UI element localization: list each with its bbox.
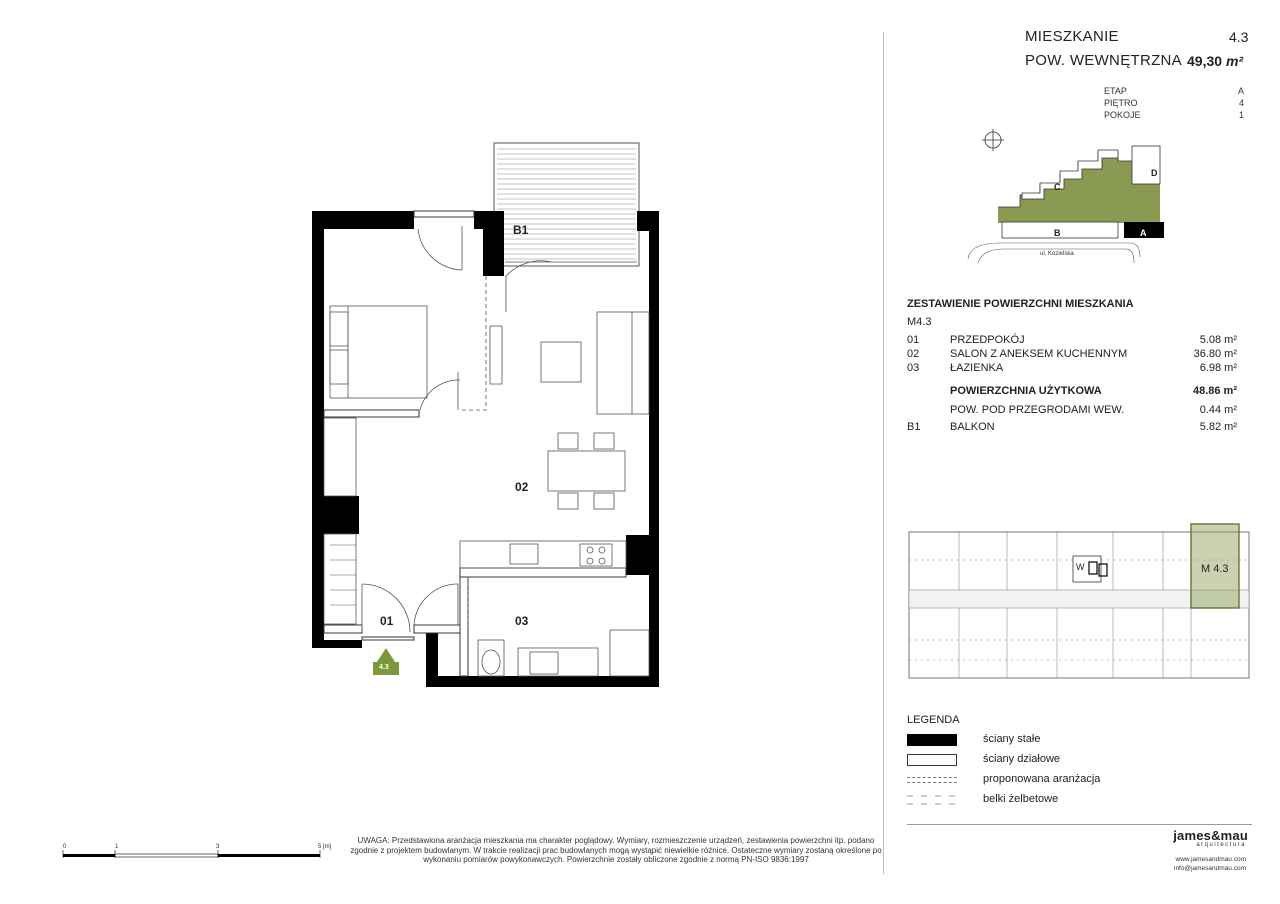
meta-pokoje-value: 1 <box>1238 110 1244 120</box>
legend-swatch-outline <box>907 754 957 766</box>
flat-number: 4.3 <box>1229 29 1249 45</box>
street-label: ul. Kozielska <box>1040 251 1074 257</box>
room-code: 02 <box>907 348 920 360</box>
summary-partitions <box>907 404 1237 418</box>
furniture <box>324 226 649 676</box>
legend-item-solid <box>907 732 1167 748</box>
room-code: 01 <box>907 334 920 346</box>
room-03-label: 03 <box>515 614 529 628</box>
usable-name: POWIERZCHNIA UŻYTKOWA <box>950 385 1102 397</box>
brand-web: www.jamesandmau.com <box>1175 856 1246 863</box>
key-floor-plan <box>907 520 1253 682</box>
site-plan <box>960 125 1180 270</box>
legend-label: belki żelbetowe <box>983 793 1059 805</box>
room-02-label: 02 <box>515 480 529 494</box>
flat-type-label: MIESZKANIE <box>1025 28 1119 45</box>
summary-title: ZESTAWIENIE POWIERZCHNI MIESZKANIA <box>907 298 1134 310</box>
room-area: 6.98 m² <box>1199 362 1237 374</box>
legend-label: proponowana aranżacja <box>983 773 1101 785</box>
compass-icon <box>982 129 1004 151</box>
key-plan-stair-label: W <box>1076 562 1085 572</box>
balcony-area: 5.82 m² <box>1199 421 1237 433</box>
scale-tick-3: 3 <box>216 844 220 850</box>
meta-etap-value: A <box>1237 86 1244 96</box>
area-label: POW. WEWNĘTRZNA <box>1025 52 1182 69</box>
legend-item-dashed <box>907 772 1167 788</box>
footer-separator <box>907 824 1252 825</box>
balcony-label: B1 <box>513 223 529 237</box>
site-building-d: D <box>1151 168 1158 178</box>
brand-sub: arquitectura <box>1196 842 1246 848</box>
room-name: SALON Z ANEKSEM KUCHENNYM <box>950 348 1128 360</box>
balcony-name: BALKON <box>950 421 995 433</box>
divider <box>883 32 884 874</box>
legend-item-outline <box>907 752 1167 768</box>
room-code: 03 <box>907 362 920 374</box>
brand-logo: james&mau <box>1173 828 1248 843</box>
scale-tick-5: 5 [m] <box>318 844 332 850</box>
summary-row-01 <box>907 334 1237 348</box>
room-area: 36.80 m² <box>1193 348 1237 360</box>
summary-row-02 <box>907 348 1237 362</box>
entrance-label: 4.3 <box>379 664 389 671</box>
legend-item-beams <box>907 792 1167 808</box>
legend-swatch-dashed <box>907 777 957 783</box>
summary-balcony <box>907 421 1237 435</box>
site-building-a: A <box>1140 228 1147 238</box>
site-building-c: C <box>1054 182 1061 192</box>
flat-code: M4.3 <box>907 316 932 328</box>
site-building-b: B <box>1054 228 1061 238</box>
disclaimer-note: UWAGA: Przedstawiona aranżacja mieszkania ma charakter poglądowy. Wymiary, rozmieszczenie urządzeń, zestawienia powierzchni itp. podano zgodnie z projektem budowlanym. W trakcie realizacji prac budowlanych mogą wystąpić niewielkie różnice. Ostateczne wymiary zostaną określone po wykonaniu pomiarów powykonawczych. Powierzchnie zostały obliczone zgodnie z normą PN-ISO 9836:1997 <box>350 836 882 865</box>
key-plan-flat-label: M 4.3 <box>1201 563 1229 575</box>
summary-flat-code <box>907 316 1237 330</box>
summary-usable <box>907 385 1237 399</box>
legend-swatch-beams <box>907 794 957 806</box>
partition-walls <box>324 211 626 676</box>
balcony-code: B1 <box>907 421 921 433</box>
legend-label: ściany stałe <box>983 733 1041 745</box>
meta-pokoje-label: POKOJE <box>1104 110 1141 120</box>
partitions-name: POW. POD PRZEGRODAMI WEW. <box>950 404 1125 416</box>
room-01-label: 01 <box>380 614 394 628</box>
usable-area: 48.86 m² <box>1192 385 1237 397</box>
legend-swatch-solid <box>907 734 957 746</box>
room-name: PRZEDPOKÓJ <box>950 334 1025 346</box>
area-unit: m² <box>1225 53 1244 69</box>
area-number: 49,30 <box>1187 53 1223 69</box>
meta-pietro-value: 4 <box>1238 98 1244 108</box>
room-name: ŁAZIENKA <box>950 362 1004 374</box>
scale-bar <box>63 850 320 858</box>
legend-label: ściany działowe <box>983 753 1061 765</box>
room-area: 5.08 m² <box>1199 334 1237 346</box>
scale-tick-1: 1 <box>115 844 119 850</box>
scale-tick-0: 0 <box>63 844 67 850</box>
legend-title: LEGENDA <box>907 714 960 726</box>
summary-row-03 <box>907 362 1237 376</box>
partitions-area: 0.44 m² <box>1199 404 1237 416</box>
balcony <box>494 143 639 266</box>
brand-email: info@jamesandmau.com <box>1174 865 1246 872</box>
area-value <box>1187 53 1243 69</box>
meta-etap-label: ETAP <box>1104 86 1127 96</box>
meta-pietro-label: PIĘTRO <box>1104 98 1138 108</box>
